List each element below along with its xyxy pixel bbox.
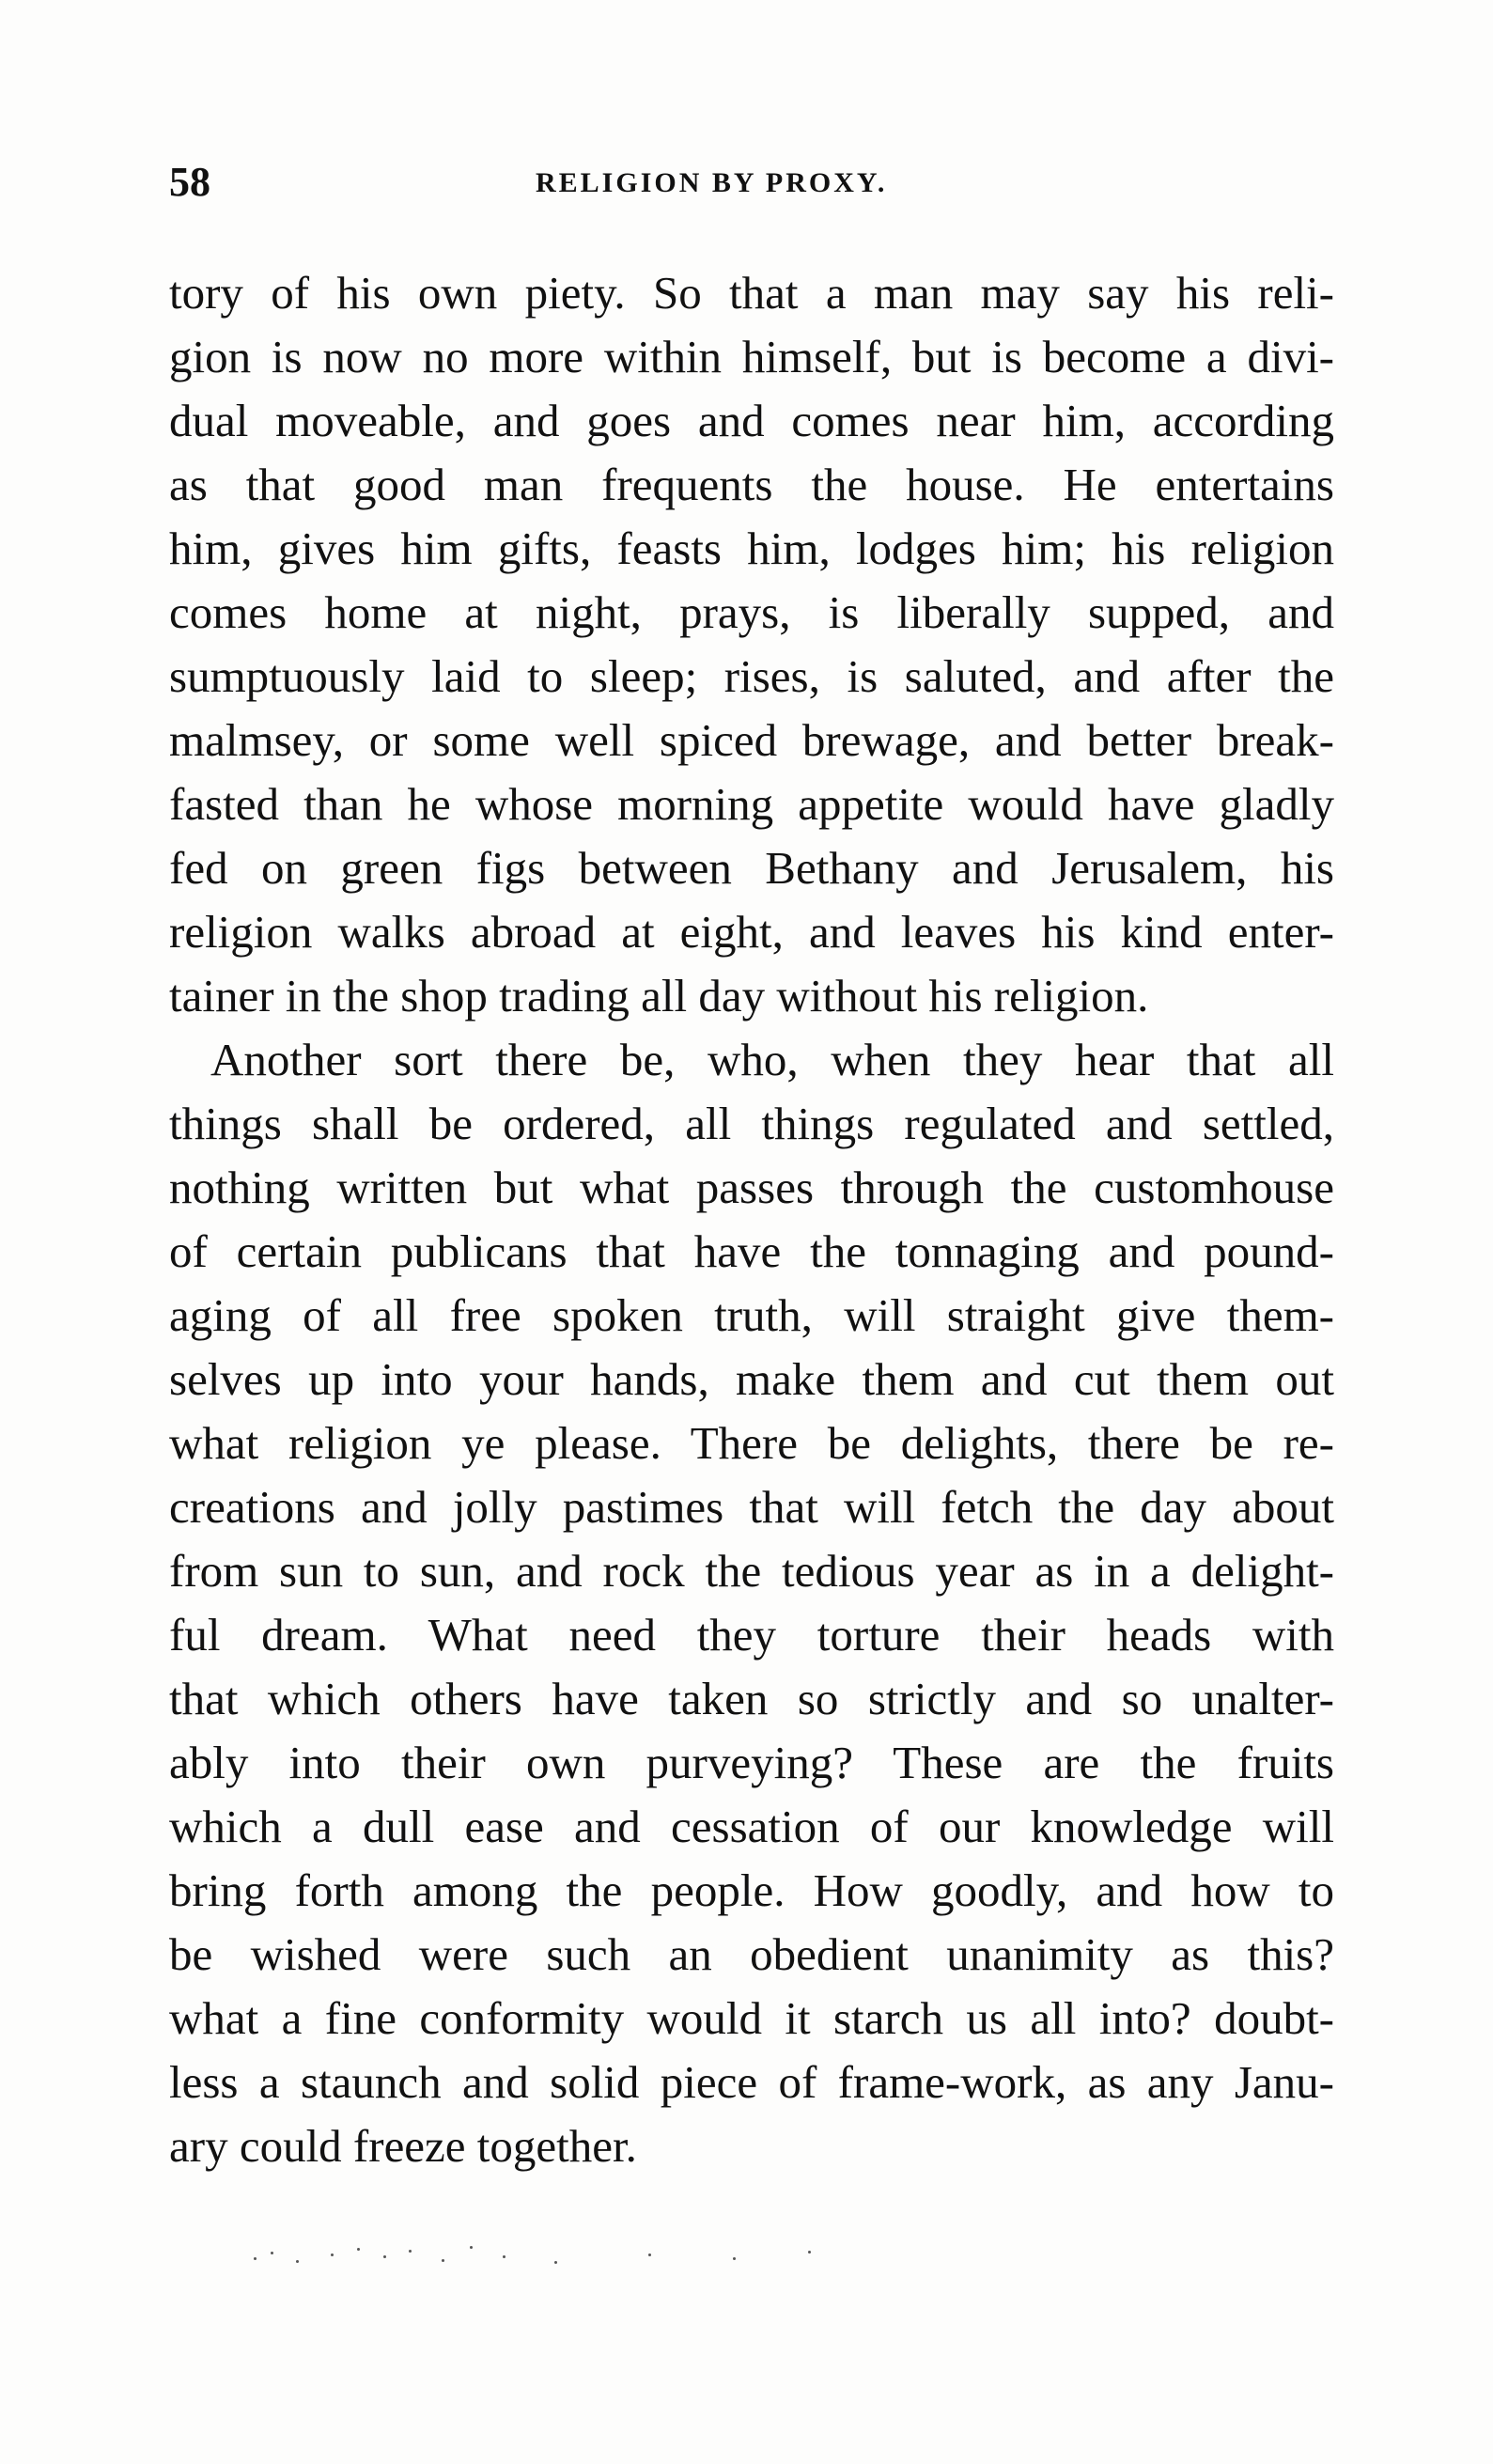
- print-specks: [244, 2237, 902, 2274]
- text-line: ful dream. What need they torture their heads with: [169, 1609, 1334, 1661]
- text-line: of certain publicans that have the tonnaging and pound-: [169, 1225, 1334, 1277]
- text-line: fasted than he whose morning appetite would have gladly: [169, 778, 1334, 830]
- text-line: tainer in the shop trading all day without his religion.: [169, 970, 1149, 1021]
- text-line: selves up into your hands, make them and cut them out: [169, 1353, 1334, 1405]
- text-line: nothing written but what passes through the customhouse: [169, 1162, 1334, 1213]
- text-line: as that good man frequents the house. He entertains: [169, 459, 1334, 510]
- text-line: comes home at night, prays, is liberally supped, and: [169, 586, 1334, 638]
- text-line: religion walks abroad at eight, and leaves his kind enter-: [169, 906, 1334, 958]
- text-line: Another sort there be, who, when they hear that all: [210, 1034, 1334, 1085]
- text-line: malmsey, or some well spiced brewage, and better break-: [169, 714, 1334, 766]
- text-line: tory of his own piety. So that a man may say his reli-: [169, 267, 1334, 319]
- page-number: 58: [169, 159, 210, 205]
- text-line: gion is now no more within himself, but is become a divi-: [169, 331, 1334, 382]
- text-line: ably into their own purveying? These are the fruits: [169, 1737, 1334, 1788]
- body-text: [169, 261, 1334, 2178]
- text-line: sumptuously laid to sleep; rises, is saluted, and after the: [169, 650, 1334, 702]
- text-line: creations and jolly pastimes that will fetch the day about: [169, 1481, 1334, 1533]
- text-line: be wished were such an obedient unanimity as this?: [169, 1928, 1334, 1980]
- text-line: dual moveable, and goes and comes near him, according: [169, 395, 1334, 446]
- text-line: less a staunch and solid piece of frame-work, as any Janu-: [169, 2056, 1334, 2108]
- text-line: ary could freeze together.: [169, 2120, 637, 2172]
- text-line: aging of all free spoken truth, will straight give them-: [169, 1289, 1334, 1341]
- text-line: that which others have taken so strictly and so unalter-: [169, 1673, 1334, 1724]
- text-line: him, gives him gifts, feasts him, lodges him; his religion: [169, 522, 1334, 574]
- text-line: bring forth among the people. How goodly, and how to: [169, 1864, 1334, 1916]
- text-line: what religion ye please. There be delights, there be re-: [169, 1417, 1334, 1469]
- running-head: RELIGION BY PROXY.: [536, 167, 888, 198]
- text-line: things shall be ordered, all things regulated and settled,: [169, 1098, 1334, 1149]
- page-header: [169, 158, 1344, 214]
- text-line: from sun to sun, and rock the tedious year as in a delight-: [169, 1545, 1334, 1597]
- text-line: what a fine conformity would it starch us all into? doubt-: [169, 1992, 1334, 2044]
- text-line: which a dull ease and cessation of our knowledge will: [169, 1801, 1334, 1852]
- text-line: fed on green figs between Bethany and Jerusalem, his: [169, 842, 1334, 894]
